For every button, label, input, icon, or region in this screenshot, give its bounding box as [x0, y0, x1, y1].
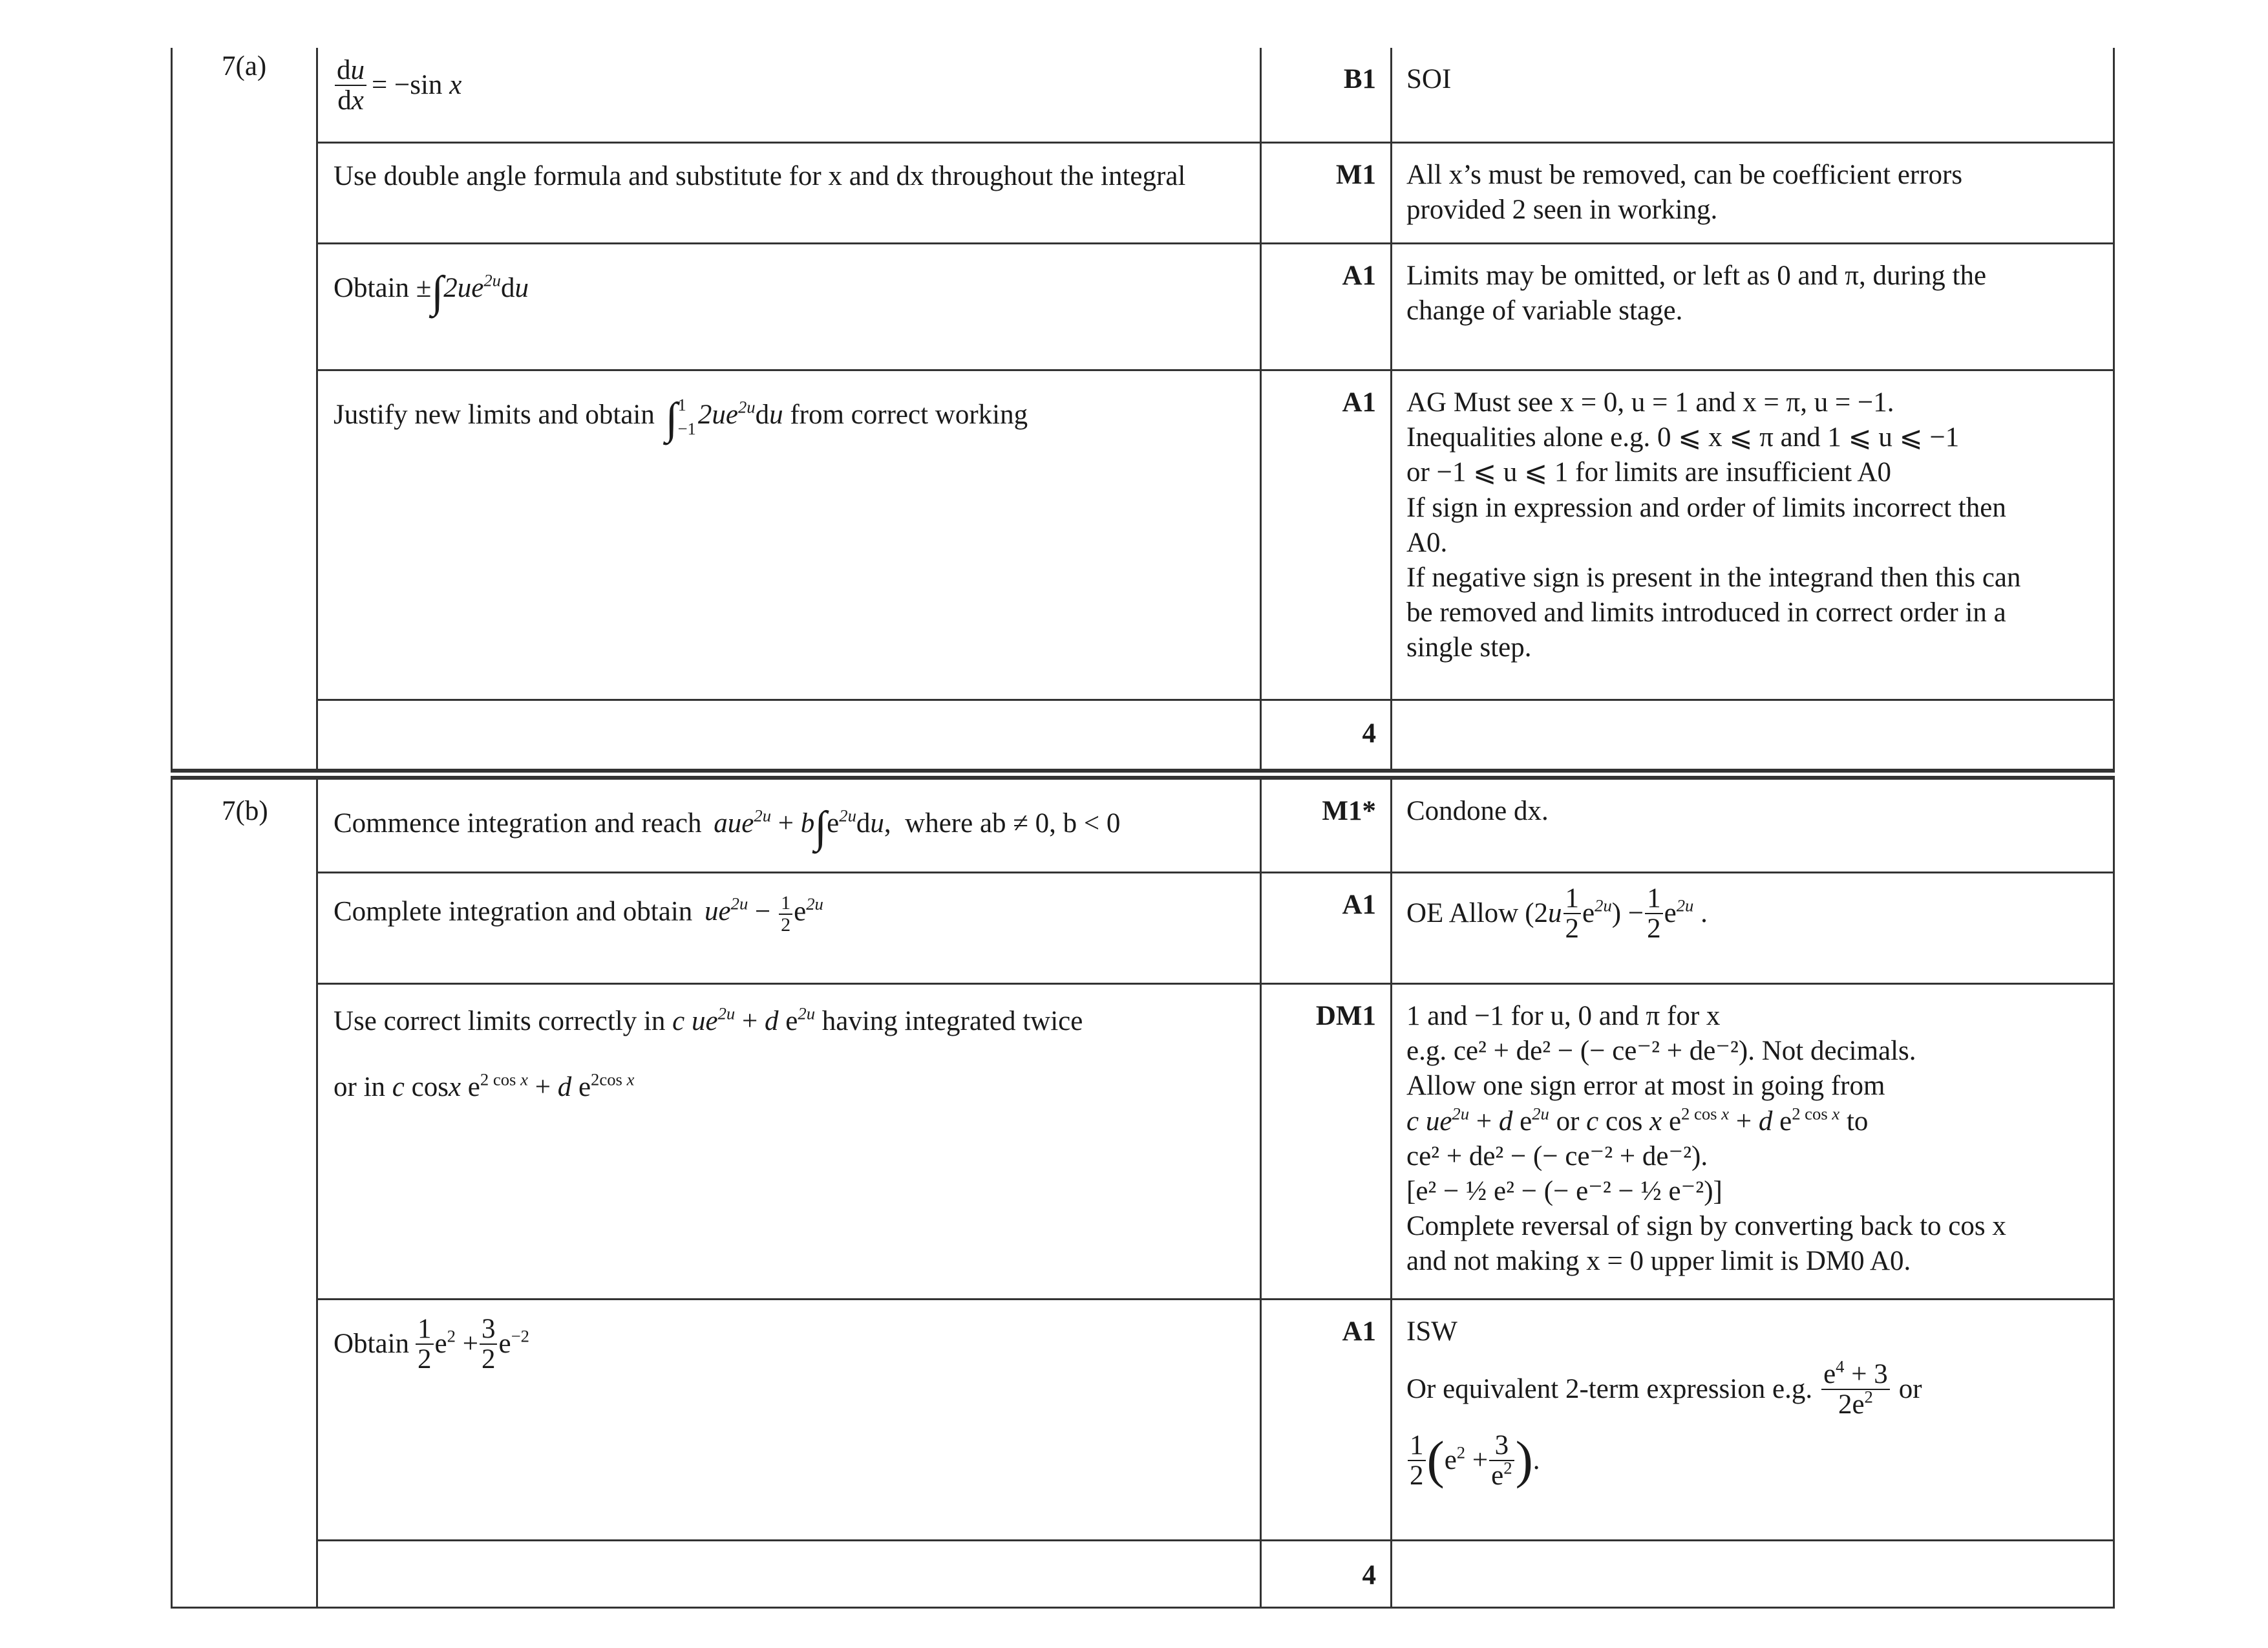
answer-cell	[318, 701, 1262, 769]
table-row	[318, 48, 2115, 144]
guidance-line: c $ue^{2u} + d$ $e^{2u}$ or c cos x $e^{2 cos x} + d$ $e^{2 cos x}$ to	[1406, 1104, 1869, 1137]
guidance-prefix: OE Allow	[1406, 898, 1519, 929]
total-mark: 4	[1262, 701, 1392, 769]
guidance-line: Inequalities alone e.g. 0 ⩽ x ⩽ π and 1 ⩽ u ⩽ −1	[1406, 422, 1960, 453]
answer-text: or in c cosx $e^{2 cos x} + d$ $e^{2cos x}$	[334, 1069, 635, 1103]
answer-text: Obtain ±	[334, 272, 432, 303]
guidance-cell	[1392, 1541, 2115, 1609]
answer-cell: Complete integration and obtain $ue^{2u}$ − $\frac{1}{2}$ $e^{2u}$	[318, 873, 1262, 983]
answer-cell	[318, 1300, 1262, 1539]
guidance-line: Condone dx.	[1406, 796, 1549, 826]
guidance-cell	[1392, 48, 2115, 142]
answer-text-part: or in	[334, 1072, 386, 1103]
guidance-line: ce² + de² − (− ce⁻² + de⁻²).	[1406, 1140, 1708, 1172]
mark-cell: A1	[1262, 244, 1392, 369]
guidance-line: Complete reversal of sign by converting back to cos x	[1406, 1211, 2006, 1242]
question-7a-group	[171, 48, 2115, 771]
answer-text: from correct working	[790, 399, 1028, 430]
answer-cell: Obtain $\pm\int 2ue^{2u}du$	[318, 244, 1262, 369]
guidance-cell	[1392, 701, 2115, 769]
guidance-line: A0.	[1406, 527, 1448, 558]
question-column	[173, 780, 318, 1607]
guidance-line: All x’s must be removed, can be coefficient errors	[1406, 160, 1963, 190]
answer-text: Complete integration and obtain	[334, 896, 693, 927]
answer-text: Commence integration and reach	[334, 808, 702, 839]
guidance-cell	[1392, 1300, 2115, 1539]
section-divider	[171, 771, 2115, 778]
table-row	[318, 144, 2115, 244]
answer-cell	[318, 48, 1262, 142]
guidance-line: If sign in expression and order of limits incorrect then	[1406, 492, 2006, 523]
table-row	[318, 371, 2115, 701]
total-mark: 4	[1262, 1541, 1392, 1609]
guidance-line: If negative sign is present in the integrand then this can	[1406, 562, 2021, 593]
answer-text: Use correct limits correctly in c $ue^{2u} + d$ $e^{2u}$ having integrated twice	[334, 1003, 1083, 1036]
table-row	[318, 873, 2115, 985]
guidance-line: 1 and −1 for u, 0 and π for x	[1406, 1001, 1721, 1031]
answer-text-part: having integrated twice	[821, 1006, 1083, 1036]
guidance-cell	[1392, 371, 2115, 699]
guidance-line: Limits may be omitted, or left as 0 and π, during the	[1406, 261, 1987, 291]
table-row	[318, 1300, 2115, 1541]
answer-cell: Justify new limits and obtain ∫ 1 −1 $2ue^{2u}du$ from correct working	[318, 371, 1262, 699]
mark-cell: A1	[1262, 873, 1392, 983]
guidance-line: AG Must see x = 0, u = 1 and x = π, u = −1.	[1406, 387, 1894, 418]
guidance-text: Or equivalent 2-term expression e.g.	[1406, 1374, 1813, 1405]
answer-text: Use double angle formula and substitute for x and dx throughout the integral	[334, 161, 1186, 191]
guidance-line: ISW	[1406, 1316, 1457, 1347]
question-column	[173, 48, 318, 769]
answer-cell	[318, 144, 1262, 242]
answer-text: Justify new limits and obtain	[334, 399, 655, 430]
guidance-line: Allow one sign error at most in going from	[1406, 1071, 1885, 1102]
guidance-cell	[1392, 985, 2115, 1298]
guidance-line: OE Allow (2u $\frac{1}{2}$ $e^{2u}$) − $\frac{1}{2}$ $e^{2u}$ .	[1406, 883, 1708, 945]
guidance-line: $\frac{1}{2}$ ( $e^2$ + $\frac{3}{e^2}$ ) .	[1406, 1427, 2099, 1493]
mark-cell: B1	[1262, 48, 1392, 142]
table-row	[318, 780, 2115, 873]
guidance-line: be removed and limits introduced in correct order in a	[1406, 597, 2006, 628]
guidance-line: and not making x = 0 upper limit is DM0 A0.	[1406, 1246, 1911, 1277]
guidance-word: or	[1556, 1106, 1580, 1137]
guidance-line: change of variable stage.	[1406, 295, 1683, 326]
guidance-line: provided 2 seen in working.	[1406, 195, 1718, 226]
answer-text: where ab ≠ 0, b < 0	[905, 808, 1121, 839]
mark-cell: A1	[1262, 371, 1392, 699]
guidance-text: or	[1898, 1374, 1922, 1405]
mark-cell: DM1	[1262, 985, 1392, 1298]
guidance-cell	[1392, 144, 2115, 242]
guidance-line: e.g. ce² + de² − (− ce⁻² + de⁻²). Not decimals.	[1406, 1036, 1916, 1067]
guidance-cell	[1392, 873, 2115, 983]
mark-cell: M1*	[1262, 780, 1392, 872]
answer-cell	[318, 1541, 1262, 1609]
guidance-line: Or equivalent 2-term expression e.g. $\frac{e^4 + 3}{2e^2}$ or	[1406, 1356, 1922, 1420]
guidance-cell	[1392, 244, 2115, 369]
question-label: 7(b)	[222, 796, 268, 826]
derivative-expression: $\frac{du}{dx}$ = −sin x	[334, 56, 461, 115]
answer-text-part: Use correct limits correctly in	[334, 1006, 666, 1036]
guidance-word: to	[1846, 1106, 1869, 1137]
total-row	[318, 701, 2115, 769]
answer-cell: Commence integration and reach $aue^{2u} + b\int e^{2u}du$, where ab ≠ 0, b < 0	[318, 780, 1262, 872]
answer-text-part: Obtain	[334, 1329, 410, 1360]
guidance-line: [e² − ½ e² − (− e⁻² − ½ e⁻²)]	[1406, 1175, 1722, 1206]
total-row	[318, 1541, 2115, 1609]
mark-cell: A1	[1262, 1300, 1392, 1539]
question-7b-group	[171, 778, 2115, 1609]
table-row	[318, 244, 2115, 371]
guidance-line: or −1 ⩽ u ⩽ 1 for limits are insufficient A0	[1406, 457, 1891, 488]
answer-cell	[318, 985, 1262, 1298]
answer-text: Obtain $\frac{1}{2}$ $e^2$ + $\frac{3}{2}$ $e^{-2}$	[334, 1314, 529, 1375]
mark-cell: M1	[1262, 144, 1392, 242]
question-label: 7(a)	[222, 51, 267, 81]
guidance-cell	[1392, 780, 2115, 872]
guidance-line: single step.	[1406, 632, 1532, 663]
guidance-line: SOI	[1406, 64, 1452, 94]
table-row	[318, 985, 2115, 1300]
